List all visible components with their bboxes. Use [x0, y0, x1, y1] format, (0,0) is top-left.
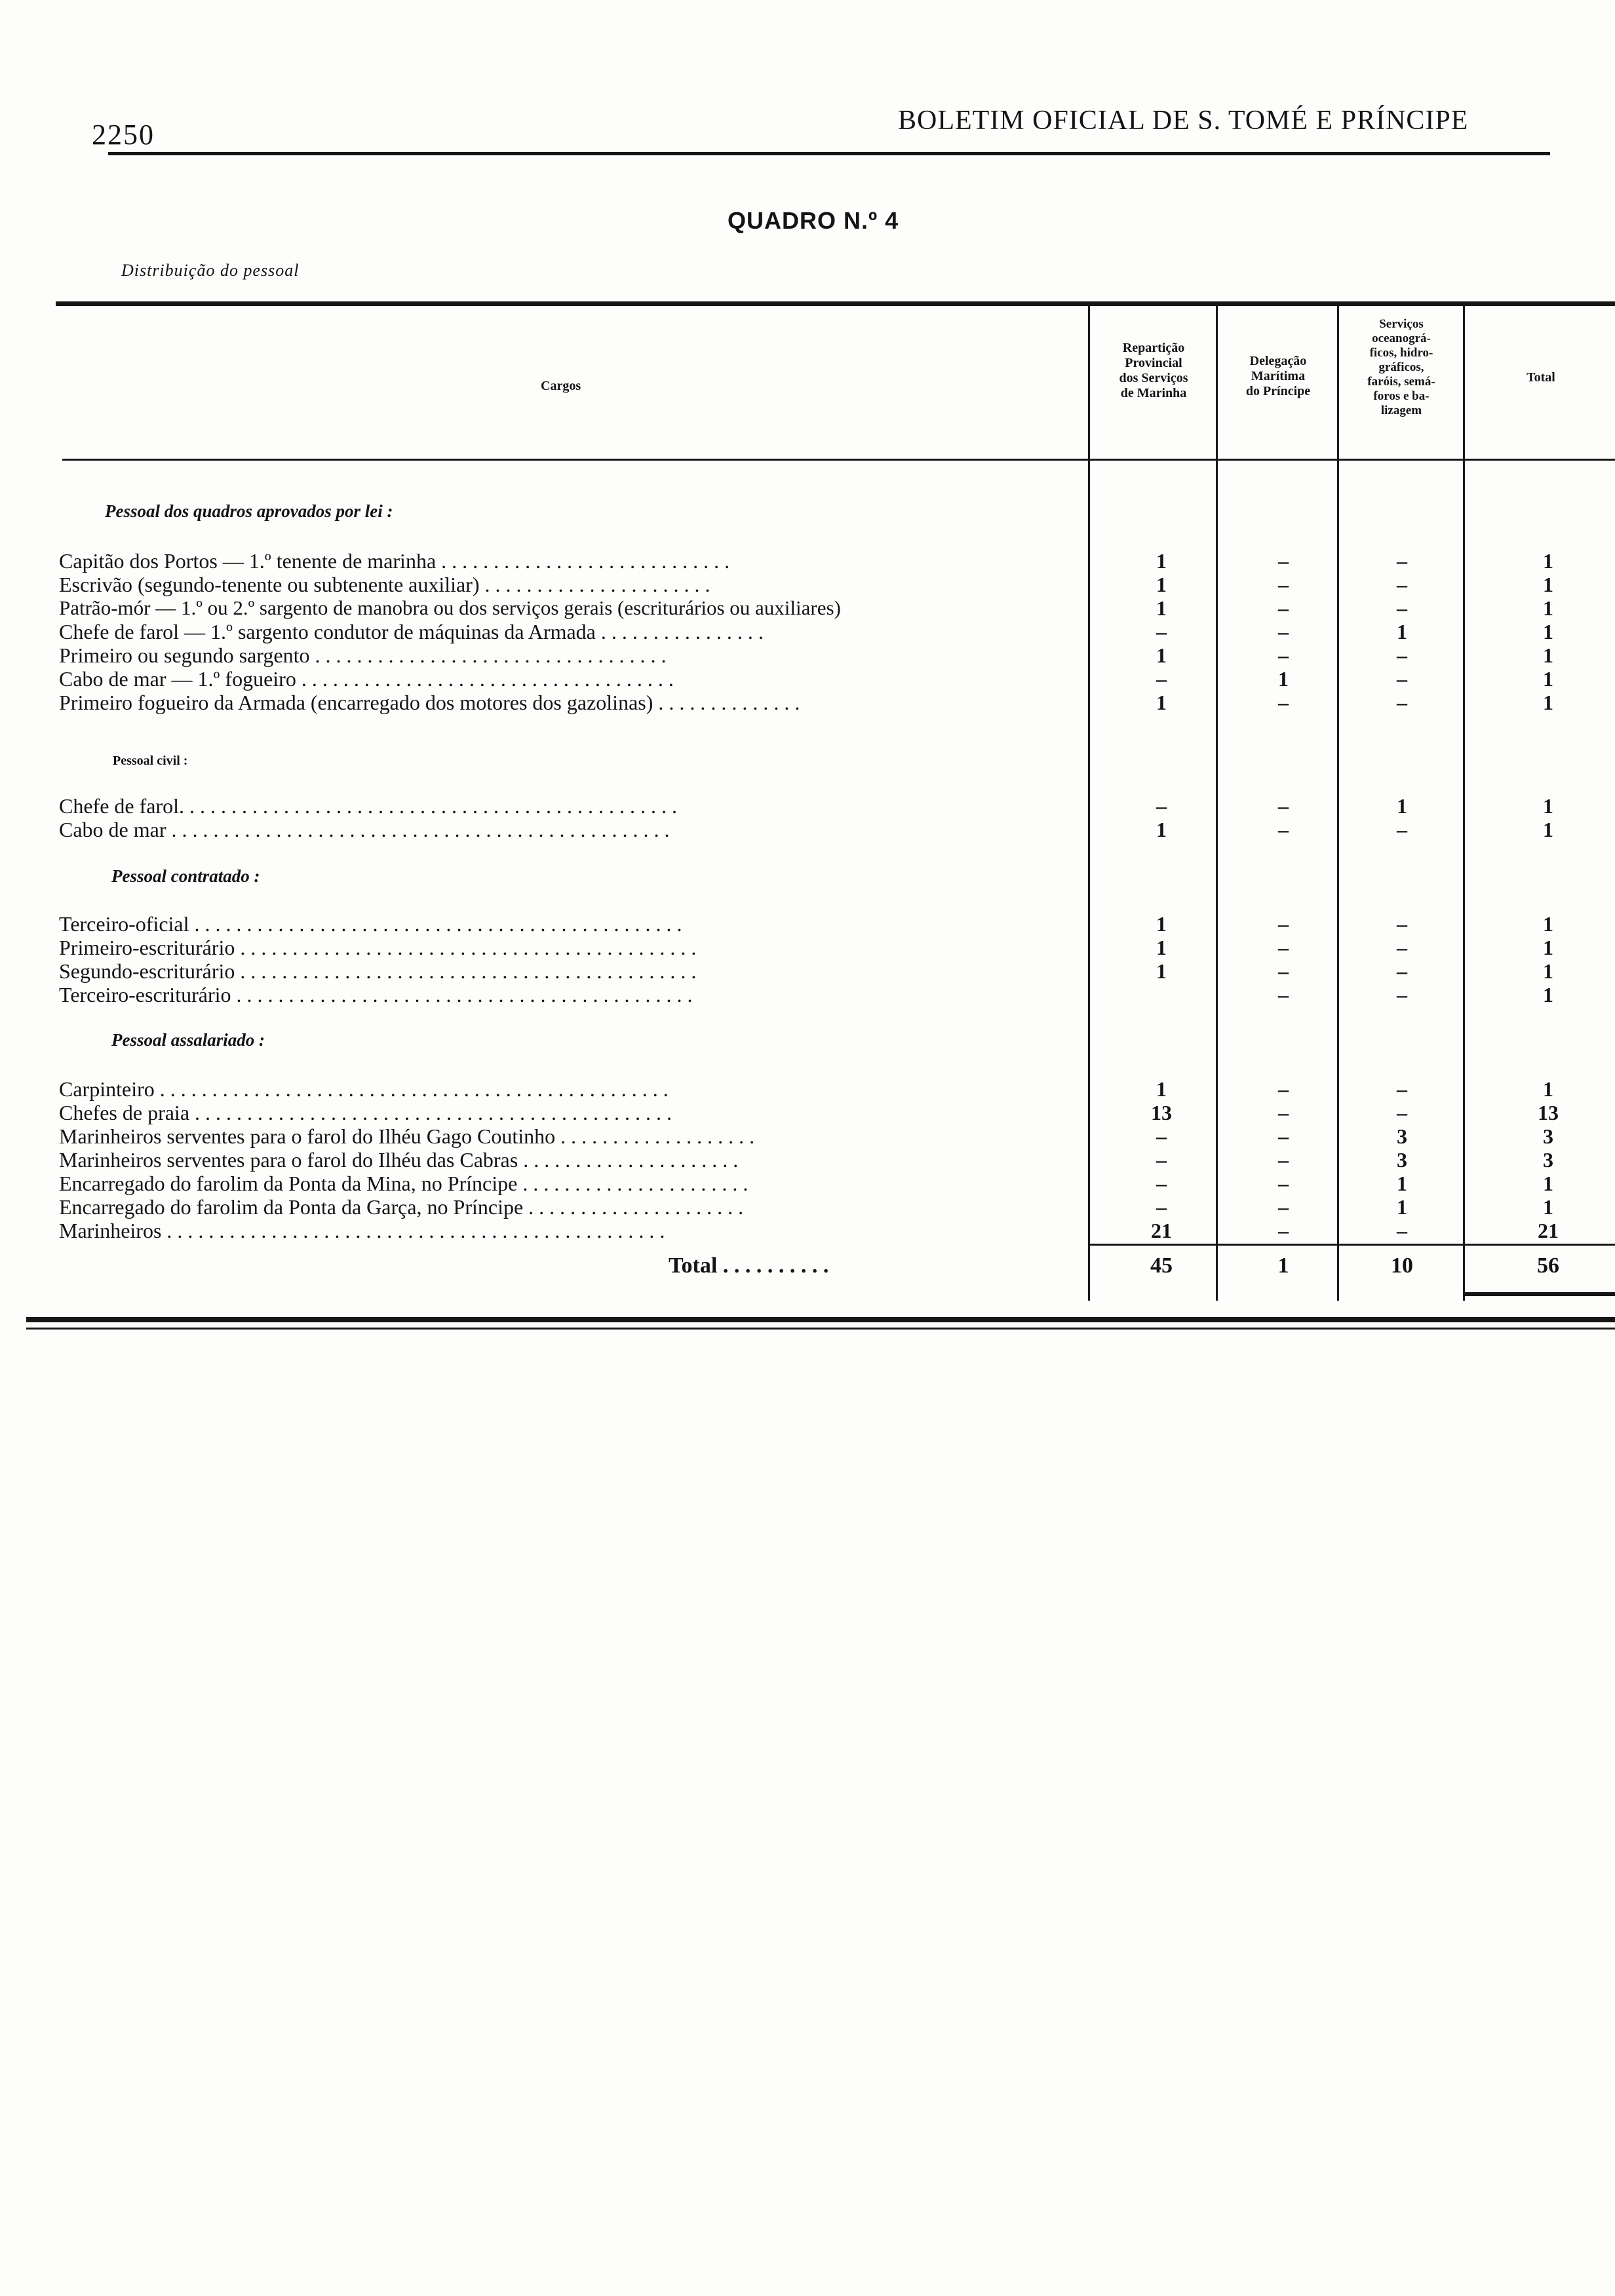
row-label: Primeiro ou segundo sargento . . . . . . . . . . . . . . . . . . . . . . . . . . . . . . . . . . [59, 643, 667, 667]
cell-total: 3 [1543, 1148, 1553, 1172]
cell-reparticao: – [1156, 1172, 1167, 1195]
cell-total: 1 [1543, 691, 1553, 714]
cell-delegacao: 1 [1278, 667, 1289, 691]
row-label: Escrivão (segundo-tenente ou subtenente auxiliar) . . . . . . . . . . . . . . . . . . . . . . [59, 573, 710, 596]
cell-reparticao: – [1156, 667, 1167, 691]
table-row [0, 691, 1615, 714]
section-heading: Pessoal assalariado : [111, 1030, 265, 1050]
header-line: Provincial [1125, 356, 1182, 370]
row-label: Chefes de praia . . . . . . . . . . . . . . . . . . . . . . . . . . . . . . . . . . . . . . . . . . . . . . [59, 1101, 672, 1124]
cell-total: 1 [1543, 983, 1553, 1006]
header-line: Marítima [1251, 369, 1306, 383]
header-line: do Príncipe [1245, 384, 1311, 398]
row-label: Primeiro-escriturário . . . . . . . . . . . . . . . . . . . . . . . . . . . . . . . . . . . . . . . . . . . . [59, 936, 697, 959]
row-label: Capitão dos Portos — 1.º tenente de marinha . . . . . . . . . . . . . . . . . . . . . . . . . . . . [59, 549, 730, 573]
cell-delegacao: – [1278, 1219, 1289, 1242]
cell-servicos: – [1397, 1101, 1407, 1124]
cell-reparticao: 1 [1156, 573, 1167, 596]
cell-servicos: – [1397, 818, 1407, 841]
cell-reparticao: – [1156, 794, 1167, 818]
section-heading: Pessoal civil : [113, 754, 188, 768]
row-label: Chefe de farol. . . . . . . . . . . . . . . . . . . . . . . . . . . . . . . . . . . . . . . . . . . . . . . . [59, 794, 678, 818]
total-rule [1088, 1244, 1615, 1246]
table-row [0, 983, 1615, 1006]
header-line: Total [1527, 370, 1555, 385]
cell-delegacao: – [1278, 1148, 1289, 1172]
cell-servicos: – [1397, 573, 1407, 596]
cell-delegacao: – [1278, 620, 1289, 643]
cell-reparticao: – [1156, 1124, 1167, 1148]
cell-delegacao: – [1278, 983, 1289, 1006]
cell-servicos: 1 [1397, 794, 1407, 818]
header-line: Repartição [1122, 341, 1185, 355]
table-row [0, 643, 1615, 667]
row-label: Encarregado do farolim da Ponta da Garça, no Príncipe . . . . . . . . . . . . . . . . . . . . . [59, 1195, 744, 1219]
cell-reparticao: 1 [1156, 912, 1167, 936]
cell-delegacao: – [1278, 549, 1289, 573]
cell-servicos: 1 [1397, 1172, 1407, 1195]
cell-delegacao: – [1278, 1195, 1289, 1219]
cell-servicos: – [1397, 912, 1407, 936]
table-row [0, 912, 1615, 936]
header-line: oceanográ- [1372, 332, 1431, 345]
cell-servicos: – [1397, 983, 1407, 1006]
total-label: Total . . . . . . . . . . [669, 1253, 829, 1278]
header-line: foros e ba- [1373, 389, 1430, 403]
row-label: Terceiro-escriturário . . . . . . . . . . . . . . . . . . . . . . . . . . . . . . . . . . . . . . . . . . . . [59, 983, 693, 1006]
table-row [0, 1148, 1615, 1172]
column-header-reparticao [1091, 341, 1216, 401]
header-line: gráficos, [1378, 360, 1424, 374]
cell-reparticao: – [1156, 1148, 1167, 1172]
cell-servicos: – [1397, 549, 1407, 573]
row-label: Segundo-escriturário . . . . . . . . . . . . . . . . . . . . . . . . . . . . . . . . . . . . . . . . . . . . [59, 959, 697, 983]
cell-total: 1 [1543, 643, 1553, 667]
total-row [0, 1253, 1615, 1279]
table-bottom-rule [1463, 1292, 1615, 1296]
cell-delegacao: – [1278, 912, 1289, 936]
page-number: 2250 [92, 119, 155, 151]
cell-delegacao: – [1278, 573, 1289, 596]
cell-servicos: – [1397, 596, 1407, 620]
cell-delegacao: – [1278, 1101, 1289, 1124]
cell-delegacao: – [1278, 596, 1289, 620]
cell-servicos: 1 [1397, 1195, 1407, 1219]
cell-reparticao: 1 [1156, 691, 1167, 714]
header-line: faróis, semá- [1367, 375, 1435, 389]
cell-total: 1 [1543, 1077, 1553, 1101]
cell-total: 1 [1543, 573, 1553, 596]
cell-delegacao: – [1278, 1172, 1289, 1195]
table-bottom-rule [26, 1328, 1615, 1330]
header-line: Serviços [1379, 317, 1424, 331]
table-header-rule [62, 459, 1615, 461]
cell-total: 1 [1543, 818, 1553, 841]
header-line: lizagem [1380, 404, 1422, 417]
journal-title: BOLETIM OFICIAL DE S. TOMÉ E PRÍNCIPE [898, 105, 1469, 136]
cell-total: 1 [1543, 912, 1553, 936]
cell-total: 3 [1543, 1124, 1553, 1148]
cell-total: 1 [1543, 549, 1553, 573]
cell-servicos: – [1397, 959, 1407, 983]
row-label: Terceiro-oficial . . . . . . . . . . . . . . . . . . . . . . . . . . . . . . . . . . . . . . . . . . . . . . . [59, 912, 682, 936]
row-label: Chefe de farol — 1.º sargento condutor de máquinas da Armada . . . . . . . . . . . . . . . . [59, 620, 764, 643]
cell-total: 1 [1543, 667, 1553, 691]
table-bottom-rule [26, 1317, 1615, 1322]
table-row [0, 1219, 1615, 1242]
header-line: ficos, hidro- [1369, 346, 1433, 360]
cell-total: 1 [1543, 936, 1553, 959]
cell-total: 21 [1538, 1219, 1559, 1242]
cell-total: 1 [1543, 620, 1553, 643]
row-label: Cabo de mar . . . . . . . . . . . . . . . . . . . . . . . . . . . . . . . . . . . . . . . . . . . . . . . . [59, 818, 670, 841]
cell-delegacao: – [1278, 643, 1289, 667]
row-label: Marinheiros serventes para o farol do Ilhéu Gago Coutinho . . . . . . . . . . . . . . . . . . . [59, 1124, 755, 1148]
column-header-servicos [1340, 317, 1463, 418]
row-label: Patrão-mór — 1.º ou 2.º sargento de manobra ou dos serviços gerais (escriturários ou auxiliares) [59, 596, 841, 619]
total-reparticao: 45 [1150, 1253, 1173, 1278]
row-label: Carpinteiro . . . . . . . . . . . . . . . . . . . . . . . . . . . . . . . . . . . . . . . . . . . . . . . . . [59, 1077, 669, 1101]
header-line: Delegação [1249, 354, 1307, 368]
cell-reparticao: – [1156, 1195, 1167, 1219]
cell-delegacao: – [1278, 936, 1289, 959]
cell-servicos: 3 [1397, 1124, 1407, 1148]
cell-delegacao: – [1278, 1077, 1289, 1101]
cell-servicos: – [1397, 643, 1407, 667]
table-row [0, 549, 1615, 573]
table-row [0, 959, 1615, 983]
row-label: Cabo de mar — 1.º fogueiro . . . . . . . . . . . . . . . . . . . . . . . . . . . . . . . . . . . . [59, 667, 674, 691]
total-delegacao: 1 [1277, 1253, 1289, 1278]
cell-delegacao: – [1278, 1124, 1289, 1148]
cell-servicos: – [1397, 667, 1407, 691]
table-row [0, 1195, 1615, 1219]
cell-servicos: – [1397, 1077, 1407, 1101]
header-line: dos Serviços [1119, 371, 1188, 385]
row-label: Marinheiros serventes para o farol do Ilhéu das Cabras . . . . . . . . . . . . . . . . . . . . . [59, 1148, 739, 1172]
cell-reparticao: 1 [1156, 596, 1167, 620]
cell-reparticao: 1 [1156, 1077, 1167, 1101]
table-row [0, 936, 1615, 959]
cell-total: 1 [1543, 794, 1553, 818]
cell-reparticao: 21 [1151, 1219, 1172, 1242]
row-label: Primeiro fogueiro da Armada (encarregado dos motores dos gazolinas) . . . . . . . . . . . . . . [59, 691, 800, 714]
cell-reparticao: 13 [1151, 1101, 1172, 1124]
cell-reparticao: 1 [1156, 936, 1167, 959]
column-header-delegacao [1218, 354, 1338, 399]
table-row [0, 1077, 1615, 1101]
cell-reparticao: 1 [1156, 959, 1167, 983]
row-label: Marinheiros . . . . . . . . . . . . . . . . . . . . . . . . . . . . . . . . . . . . . . . . . . . . . . . . [59, 1219, 665, 1242]
total-servicos: 10 [1391, 1253, 1413, 1278]
cell-reparticao: 1 [1156, 643, 1167, 667]
table-row [0, 794, 1615, 818]
header-line: de Marinha [1120, 386, 1187, 400]
table-row [0, 1172, 1615, 1195]
cell-delegacao: – [1278, 794, 1289, 818]
table-row [0, 818, 1615, 841]
cell-delegacao: – [1278, 691, 1289, 714]
cell-servicos: 1 [1397, 620, 1407, 643]
total-total: 56 [1537, 1253, 1559, 1278]
cell-total: 1 [1543, 959, 1553, 983]
cell-servicos: 3 [1397, 1148, 1407, 1172]
cell-total: 1 [1543, 1195, 1553, 1219]
table-row [0, 596, 1615, 620]
table-row [0, 1101, 1615, 1124]
cell-servicos: – [1397, 691, 1407, 714]
table-row [0, 620, 1615, 643]
cell-reparticao: – [1156, 620, 1167, 643]
cell-reparticao: 1 [1156, 818, 1167, 841]
table-row [0, 1124, 1615, 1148]
table-title: QUADRO N.º 4 [728, 207, 899, 234]
table-row [0, 667, 1615, 691]
column-header-cargos: Cargos [541, 379, 581, 393]
row-label: Encarregado do farolim da Ponta da Mina, no Príncipe . . . . . . . . . . . . . . . . . . . . . . [59, 1172, 749, 1195]
cell-delegacao: – [1278, 959, 1289, 983]
section-heading: Pessoal dos quadros aprovados por lei : [105, 501, 393, 521]
cell-total: 1 [1543, 596, 1553, 620]
cell-reparticao: 1 [1156, 549, 1167, 573]
table-row [0, 573, 1615, 596]
column-header-total [1466, 370, 1615, 385]
table-subtitle: Distribuição do pessoal [121, 261, 300, 280]
table-top-rule [56, 301, 1615, 306]
cell-servicos: – [1397, 936, 1407, 959]
cell-delegacao: – [1278, 818, 1289, 841]
section-heading: Pessoal contratado : [111, 866, 260, 886]
cell-servicos: – [1397, 1219, 1407, 1242]
cell-total: 13 [1538, 1101, 1559, 1124]
cell-total: 1 [1543, 1172, 1553, 1195]
